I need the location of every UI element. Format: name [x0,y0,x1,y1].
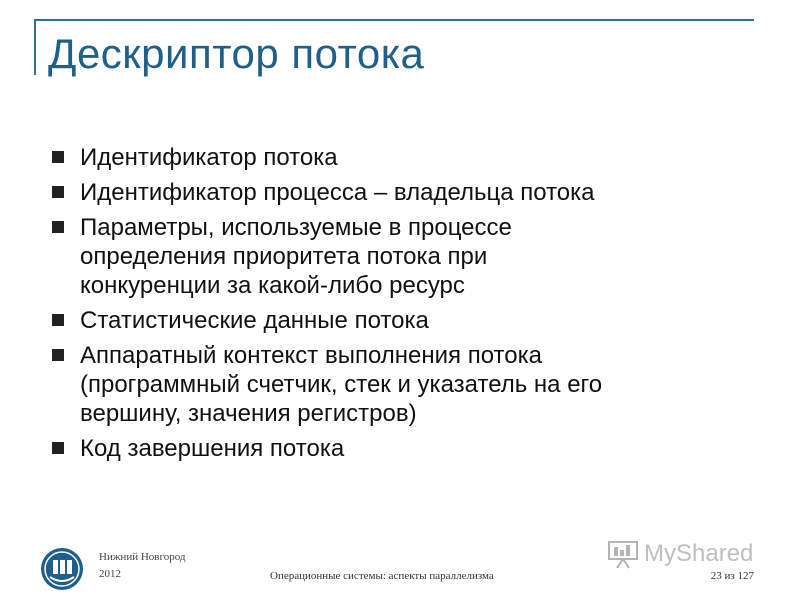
bullet-line: Идентификатор потока [80,144,338,171]
footer-city: Нижний Новгород [99,551,186,563]
bullet-line: Идентификатор процесса – владельца потока [80,179,595,206]
bullet-line: Код завершения потока [80,435,345,462]
bullet-square-icon [52,314,64,326]
watermark [606,536,753,572]
footer-year: 2012 [99,568,121,580]
bullet-item [50,306,760,335]
bullet-item [50,434,760,463]
bullet-item [50,178,760,207]
bullet-square-icon [52,186,64,198]
bullet-item [50,143,760,172]
title-rule-left [34,19,36,75]
page-number: 23 из 127 [710,570,754,582]
bullet-line: Статистические данные потока [80,307,429,334]
bullet-line: определения приоритета потока при [80,243,488,270]
bullet-square-icon [52,349,64,361]
presentation-board-icon [606,539,640,569]
title-rule-top [34,19,754,21]
bullet-square-icon [52,221,64,233]
slide-title: Дескриптор потока [48,30,425,77]
bullet-square-icon [52,442,64,454]
bullet-line: (программный счетчик, стек и указатель на его [80,371,603,398]
bullet-line: конкуренции за какой-либо ресурс [80,272,465,299]
bullet-item [50,341,760,428]
bullet-line: Аппаратный контекст выполнения потока [80,342,542,369]
bullet-square-icon [52,151,64,163]
university-logo-icon [40,547,84,591]
bullet-list [50,143,760,469]
footer-course: Операционные системы: аспекты параллелизма [270,570,494,582]
bullet-item [50,213,760,300]
watermark-text: MyShared [644,540,754,567]
bullet-line: вершину, значения регистров) [80,400,417,427]
bullet-line: Параметры, используемые в процессе [80,214,512,241]
